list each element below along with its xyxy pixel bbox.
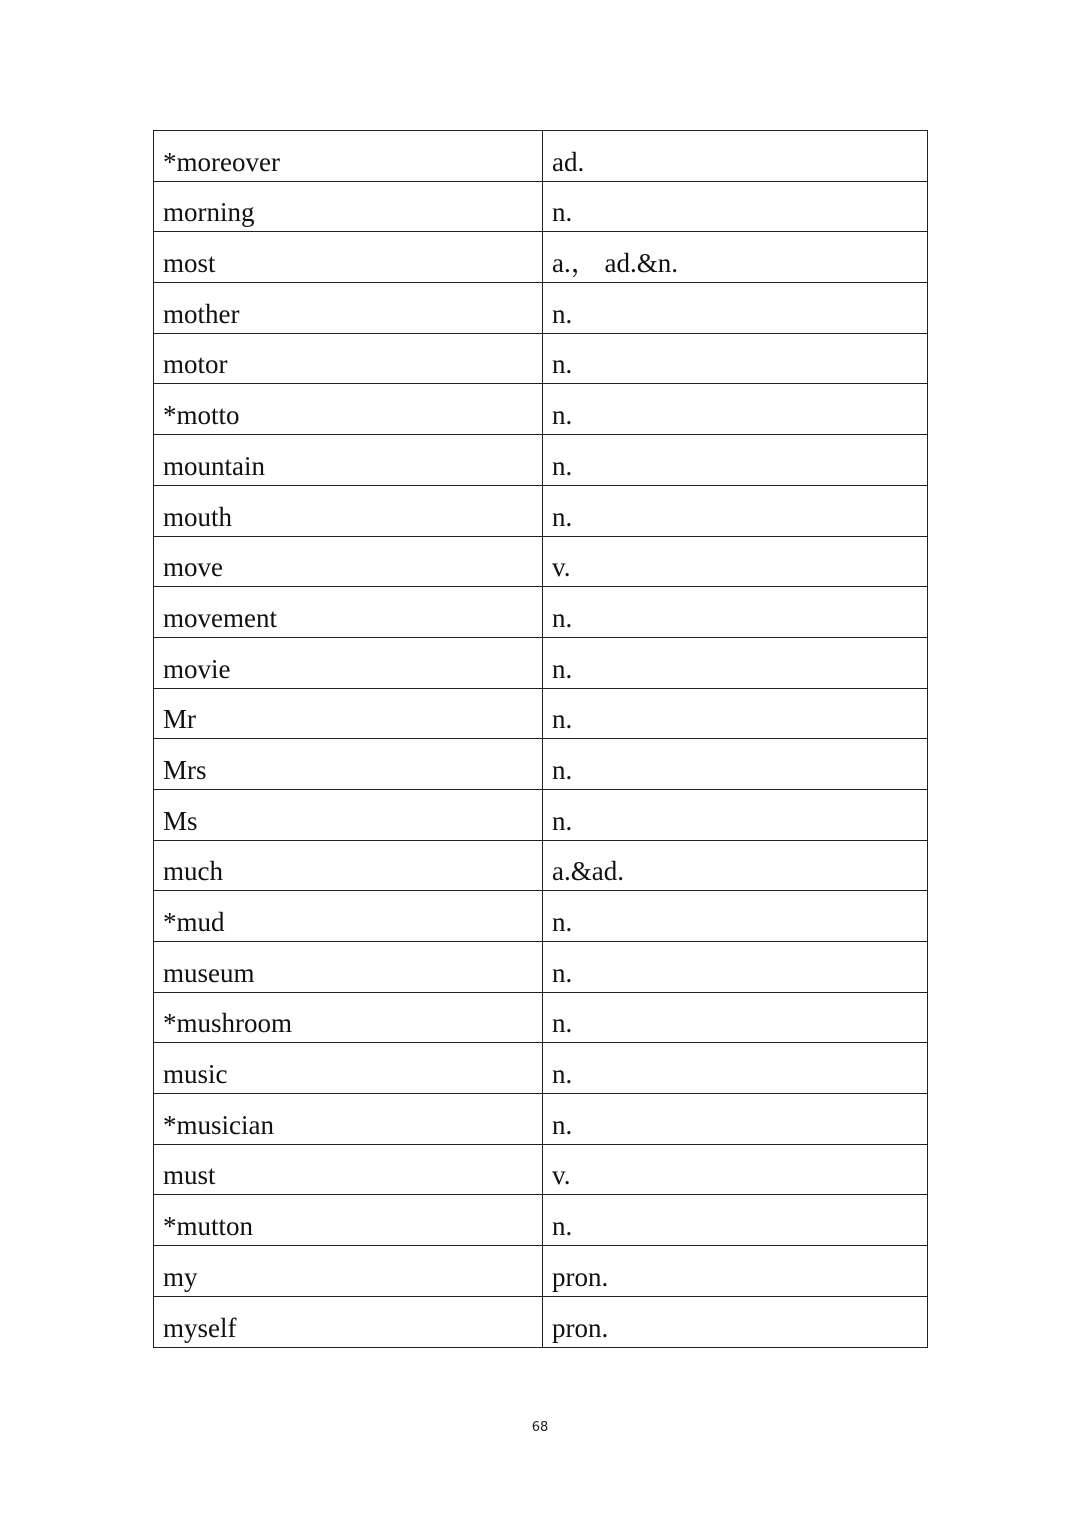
part-of-speech-cell: v. [543,1144,928,1195]
vocabulary-table-body [154,131,928,1348]
table-row [154,688,928,739]
part-of-speech-cell: n. [543,891,928,942]
table-row [154,485,928,536]
word-cell: Mrs [154,739,543,790]
part-of-speech-cell: ad. [543,131,928,182]
word-cell: music [154,1043,543,1094]
table-row [154,536,928,587]
table-row [154,1043,928,1094]
word-cell: movement [154,587,543,638]
word-cell: Ms [154,789,543,840]
part-of-speech-cell: n. [543,485,928,536]
part-of-speech-cell: a.&ad. [543,840,928,891]
table-row [154,1195,928,1246]
word-cell: myself [154,1296,543,1347]
table-row [154,992,928,1043]
part-of-speech-cell: n. [543,1094,928,1145]
word-cell: *musician [154,1094,543,1145]
word-cell: much [154,840,543,891]
word-cell: *mutton [154,1195,543,1246]
word-cell: *mud [154,891,543,942]
word-cell: *moreover [154,131,543,182]
part-of-speech-cell: n. [543,739,928,790]
table-row [154,435,928,486]
table-row [154,333,928,384]
part-of-speech-cell: n. [543,587,928,638]
table-row [154,587,928,638]
part-of-speech-cell: n. [543,181,928,232]
vocabulary-table [153,130,928,1348]
table-row [154,789,928,840]
table-row [154,1094,928,1145]
word-cell: morning [154,181,543,232]
part-of-speech-cell: n. [543,637,928,688]
table-row [154,739,928,790]
part-of-speech-cell: n. [543,333,928,384]
part-of-speech-cell: n. [543,435,928,486]
part-of-speech-cell: pron. [543,1246,928,1297]
word-cell: Mr [154,688,543,739]
table-row [154,891,928,942]
word-cell: movie [154,637,543,688]
part-of-speech-cell: n. [543,688,928,739]
table-row [154,181,928,232]
part-of-speech-cell: n. [543,384,928,435]
table-row [154,942,928,993]
table-row [154,1246,928,1297]
part-of-speech-cell: n. [543,942,928,993]
part-of-speech-cell: n. [543,1043,928,1094]
table-row [154,637,928,688]
word-cell: mountain [154,435,543,486]
part-of-speech-cell: n. [543,789,928,840]
word-cell: *mushroom [154,992,543,1043]
table-row [154,1296,928,1347]
part-of-speech-cell: v. [543,536,928,587]
part-of-speech-cell: pron. [543,1296,928,1347]
table-row [154,384,928,435]
word-cell: museum [154,942,543,993]
table-row [154,283,928,334]
part-of-speech-cell: n. [543,283,928,334]
word-cell: most [154,232,543,283]
part-of-speech-cell: n. [543,992,928,1043]
word-cell: move [154,536,543,587]
word-cell: must [154,1144,543,1195]
page-number: 68 [531,1420,549,1435]
part-of-speech-cell: n. [543,1195,928,1246]
word-cell: mouth [154,485,543,536]
table-row [154,1144,928,1195]
word-cell: *motto [154,384,543,435]
table-row [154,232,928,283]
table-row [154,131,928,182]
part-of-speech-cell: a.， ad.&n. [543,232,928,283]
word-cell: mother [154,283,543,334]
word-cell: motor [154,333,543,384]
table-row [154,840,928,891]
word-cell: my [154,1246,543,1297]
